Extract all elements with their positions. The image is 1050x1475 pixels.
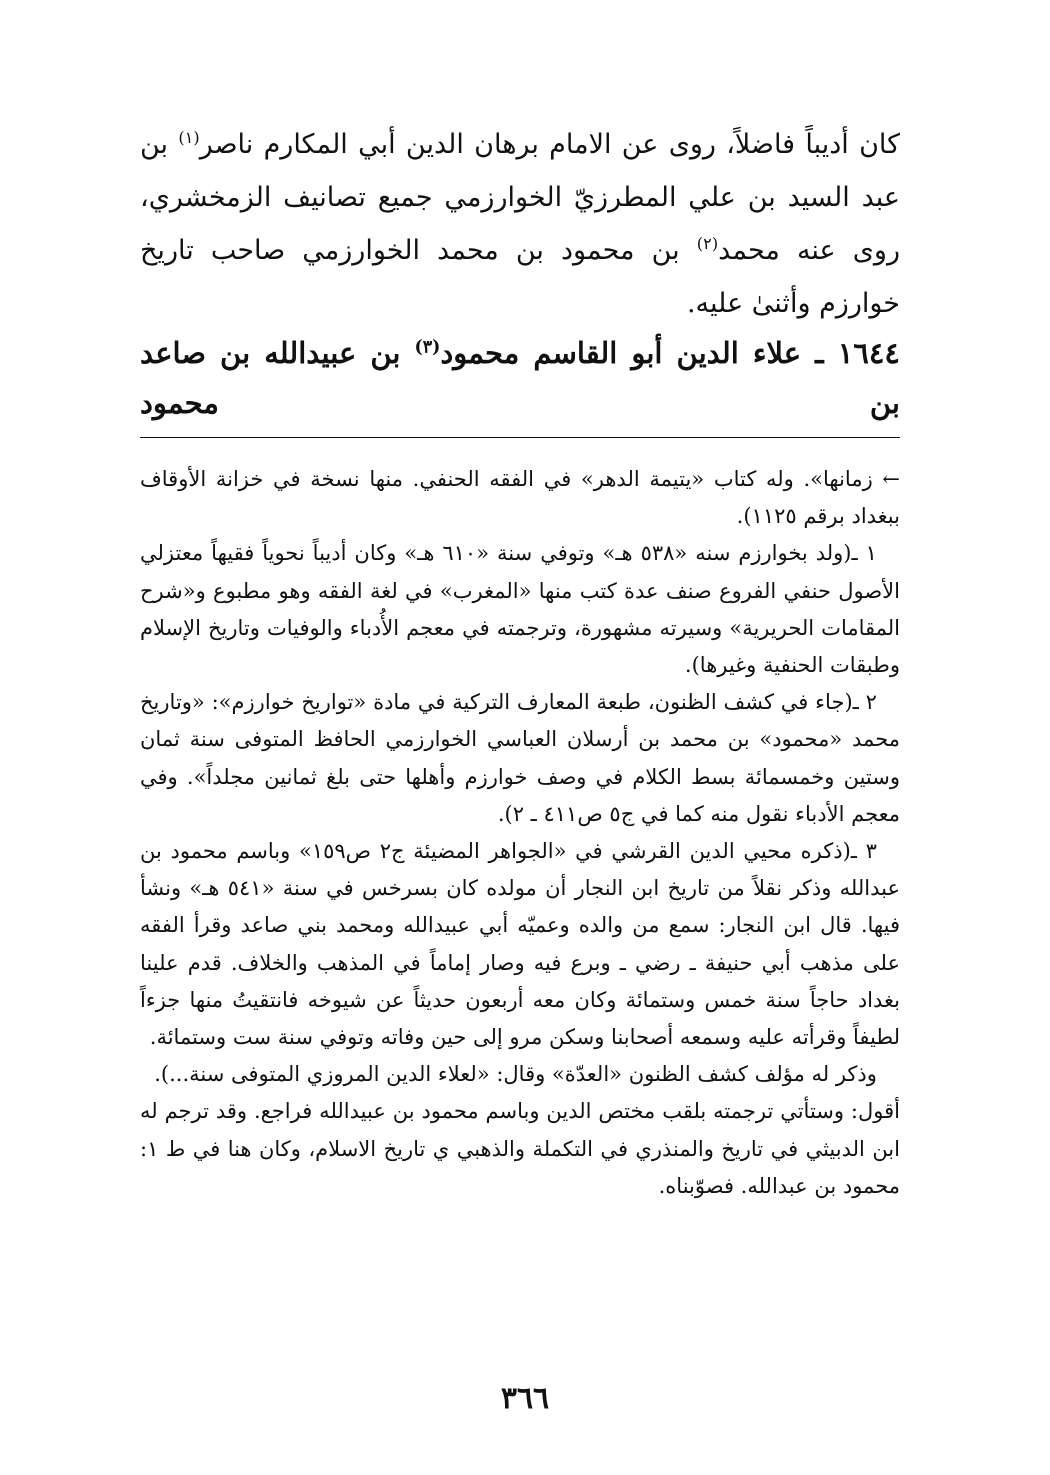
footnote-ref-2[interactable]: (٢) — [696, 234, 719, 253]
footnote-ref-3[interactable]: (٣) — [414, 337, 441, 358]
footnote-3-author-note: أقول: وستأتي ترجمته بلقب مختص الدين وباسم محمود بن عبيدالله فراجع. وقد ترجم له ابن الدبيثي في تاريخ والمنذري في التكملة والذهبي ي تاريخ الاسلام، وكان هنا في ط ١: محمود بن عبدالله. فصوّبناه. — [140, 1099, 900, 1198]
footnote-continuation: ← زمانها». وله كتاب «يتيمة الدهر» في الفقه الحنفي. منها نسخة في خزانة الأوقاف ببغداد برقم ١١٢٥). — [140, 467, 900, 529]
biography-paragraph — [140, 118, 900, 330]
page-number: ٣٦٦ — [500, 1381, 550, 1416]
footnotes-section — [140, 461, 900, 1205]
footnote-1: ١ ـ(ولد بخوارزم سنه «٥٣٨ هـ» وتوفي سنة «٦١٠ هـ» وكان أديباً نحوياً فقيهاً معتزلي الأصول حنفي الفروع صنف عدة كتب منها «المغرب» في لغة الفقه وهو مطبوع و«شرح المقامات الحريرية» وسيرته مشهورة، وترجمته في معجم الأُدباء والوفيات وتاريخ الإسلام وطبقات الحنفية وغيرها). — [140, 541, 900, 678]
entry-name-lineage: بن عبيدالله بن صاعد بن محمود — [140, 336, 900, 420]
entry-heading — [140, 328, 900, 428]
main-text-part-2: بن عبد السيد بن علي المطرزيّ الخوارزمي جميع تصانيف الزمخشري، روى عنه محمد — [140, 129, 900, 266]
main-text-part-1: كان أديباً فاضلاً، روى عن الامام برهان الدين أبي المكارم ناصر — [199, 129, 900, 160]
footnote-2: ٢ ـ(جاء في كشف الظنون، طبعة المعارف التركية في مادة «تواريخ خوارزم»: «وتاريخ محمد «محمود» بن محمد بن أرسلان العباسي الخوارزمي الحافظ المتوفى سنة ثمان وستين وخمسمائة بسط الكلام في وصف خوارزم وأهلها حتى بلغ ثمانين مجلداً». وفي معجم الأدباء نقول منه كما في ج٥ ص٤١١ ـ ٢). — [140, 690, 900, 826]
main-text-part-3: بن محمود بن محمد الخوارزمي صاحب تاريخ خوارزم وأثنىٰ عليه. — [140, 235, 900, 319]
footnote-ref-1[interactable]: (١) — [178, 128, 200, 147]
footnote-divider — [140, 437, 900, 438]
footnote-3-continuation: وذكر له مؤلف كشف الظنون «العدّة» وقال: «لعلاء الدين المروزي المتوفى سنة...). — [154, 1062, 877, 1087]
footnote-3: ٣ ـ(ذكره محيي الدين القرشي في «الجواهر المضيئة ج٢ ص١٥٩» وباسم محمود بن عبدالله وذكر نقلاً من تاريخ ابن النجار أن مولده كان بسرخس في سنة «٥٤١ هـ» ونشأ فيها. قال ابن النجار: سمع من والده وعميّه أبي عبيدالله ومحمد بني صاعد وقرأ الفقه على مذهب أبي حنيفة ـ رضي ـ وبرع فيه وصار إماماً في المذهب والخلاف. قدم علينا بغداد حاجاً سنة خمس وستمائة وكان معه أربعون حديثاً عن شيوخه فانتقيتُ منها جزءاً لطيفاً وقرأته عليه وسمعه أصحابنا وسكن مرو إلى حين وفاته وتوفي سنة ست وستمائة. — [140, 839, 901, 1050]
entry-number-and-name: ١٦٤٤ ـ علاء الدين أبو القاسم محمود — [440, 336, 900, 370]
